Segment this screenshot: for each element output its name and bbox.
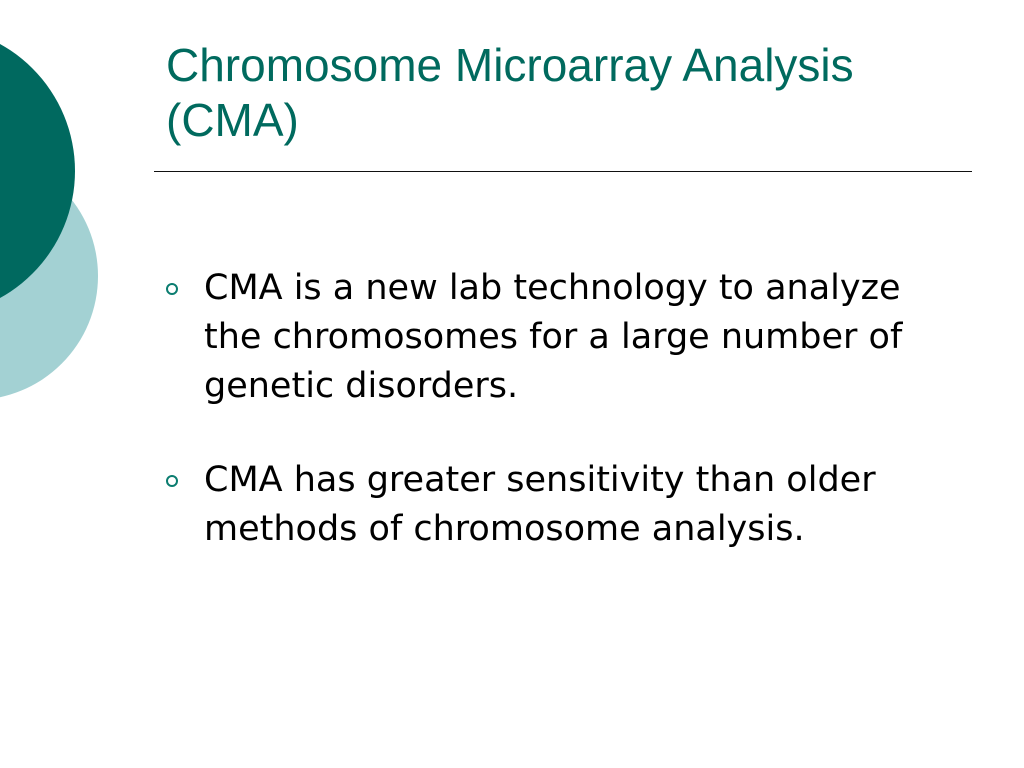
bullet-list (166, 264, 946, 599)
hollow-circle-bullet-icon (166, 475, 178, 487)
bullet-text: CMA is a new lab technology to analyze the chromosomes for a large number of genetic disorders. (204, 268, 903, 406)
title-divider (154, 171, 972, 172)
bullet-item (166, 264, 946, 411)
bullet-item (166, 456, 946, 554)
bullet-text: CMA has greater sensitivity than older methods of chromosome analysis. (204, 460, 876, 549)
hollow-circle-bullet-icon (166, 283, 178, 295)
slide-title: Chromosome Microarray Analysis (CMA) (166, 39, 854, 146)
